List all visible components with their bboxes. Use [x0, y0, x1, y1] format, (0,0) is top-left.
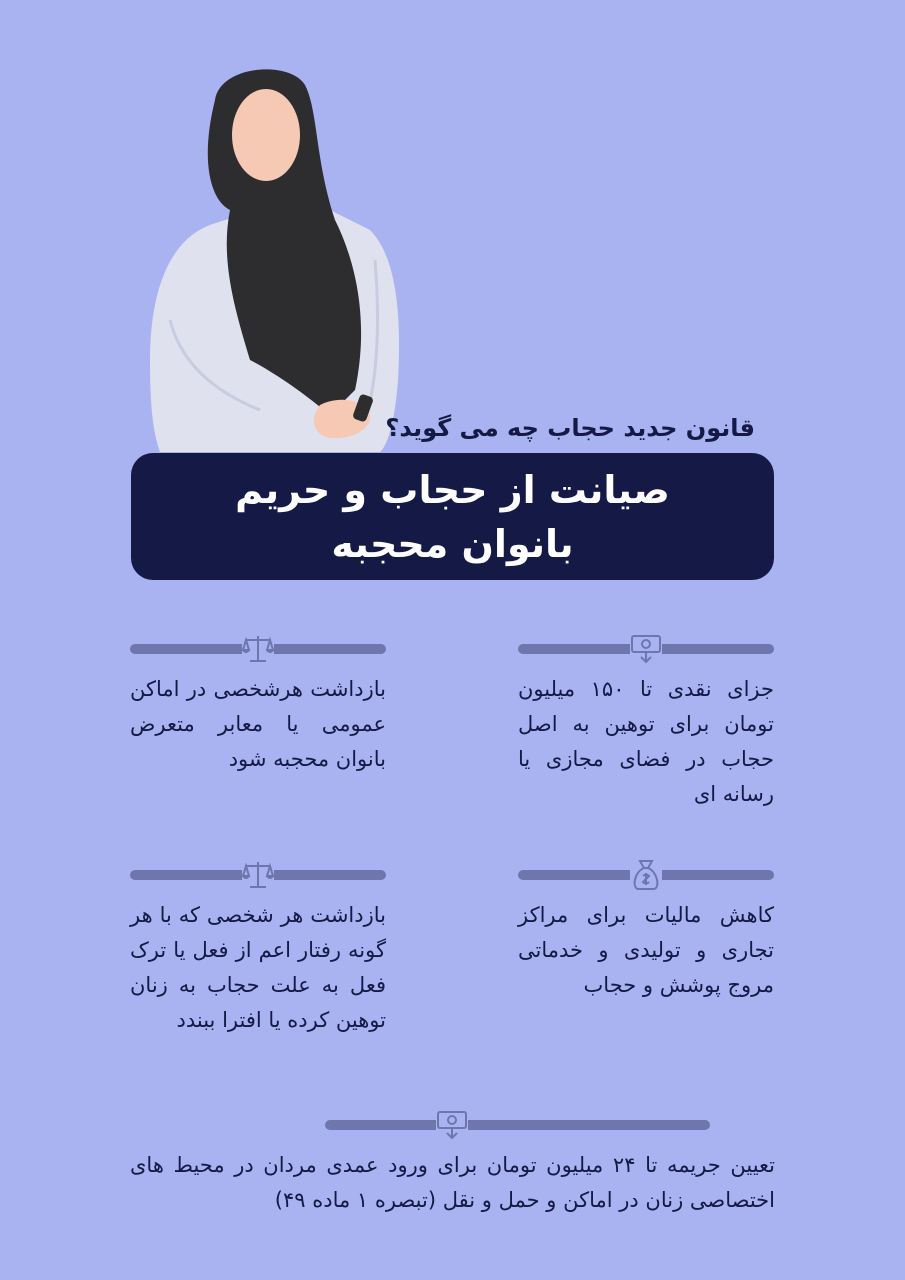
money-icon: [626, 632, 666, 666]
info-card-fine-men-entry: [130, 1108, 775, 1218]
card-text: بازداشت هرشخصی در اماکن عمومی یا معابر متعرض بانوان محجبه شود: [130, 677, 386, 771]
card-text: بازداشت هر شخصی که با هر گونه رفتار اعم از فعل یا ترک فعل به علت حجاب به زنان توهین کرده یا افترا ببندد: [130, 903, 386, 1032]
title-line-1: صیانت از حجاب و حریم: [235, 467, 670, 512]
subtitle-question: قانون جدید حجاب چه می گوید؟: [385, 414, 755, 442]
title-banner: [131, 453, 774, 580]
card-text: جزای نقدی تا ۱۵۰ میلیون تومان برای توهین به اصل حجاب در فضای مجازی یا رسانه ای: [518, 677, 774, 806]
info-card-fine-insult: [518, 632, 774, 812]
info-card-tax-reduction: [518, 858, 774, 1038]
card-divider-bar: [325, 1120, 710, 1130]
info-card-detention-behavior: [130, 858, 386, 1078]
woman-hijab-illustration: [140, 60, 430, 452]
scales-icon: [238, 632, 278, 666]
info-card-detention-public: [130, 632, 386, 812]
title-line-2: بانوان محجبه: [331, 521, 574, 566]
card-text: کاهش مالیات برای مراکز تجاری و تولیدی و خدماتی مروج پوشش و حجاب: [518, 903, 774, 997]
money-icon: [432, 1108, 472, 1142]
money-bag-icon: [626, 858, 666, 892]
card-text: تعیین جریمه تا ۲۴ میلیون تومان برای ورود عمدی مردان در محیط های اختصاصی زنان در اماکن و حمل و نقل (تبصره ۱ ماده ۴۹): [130, 1153, 776, 1212]
scales-icon: [238, 858, 278, 892]
